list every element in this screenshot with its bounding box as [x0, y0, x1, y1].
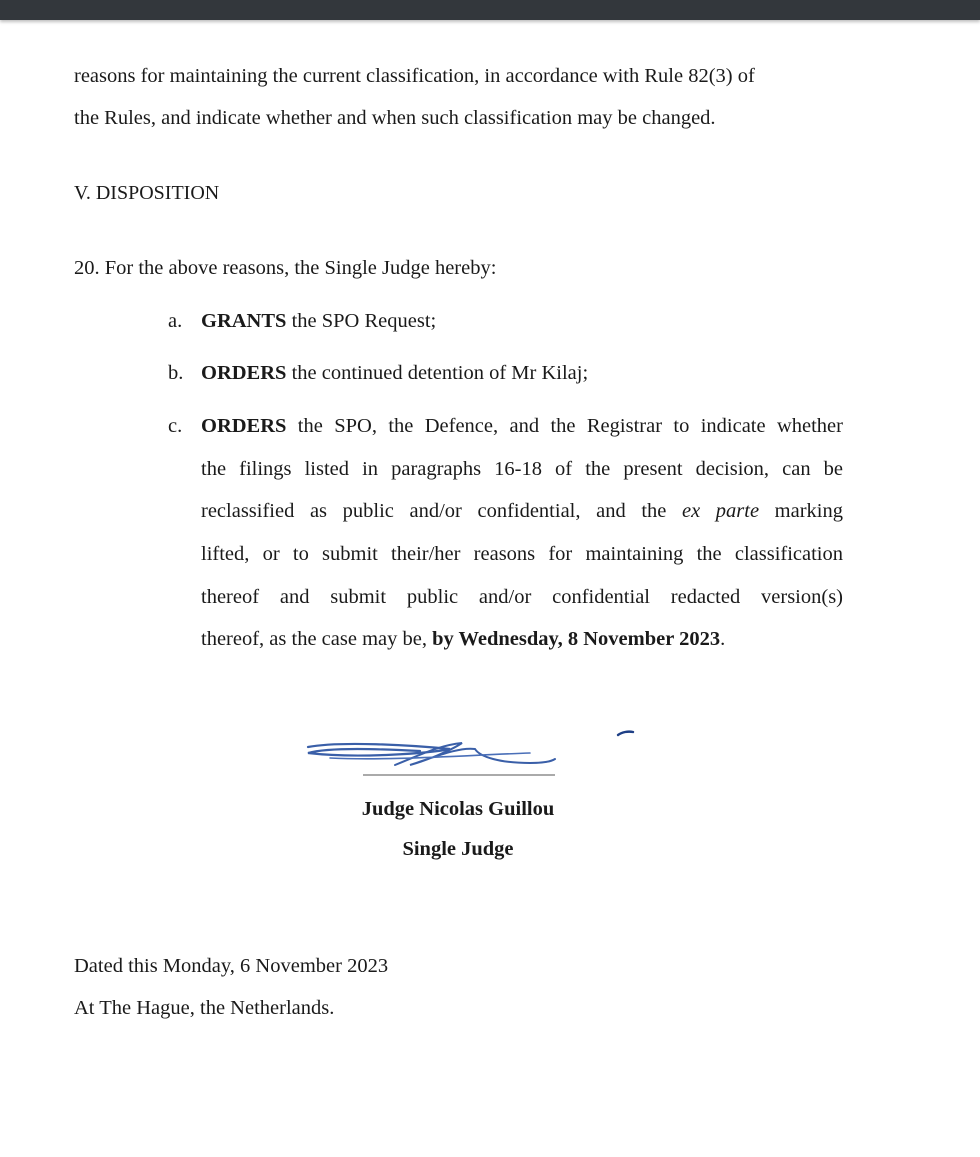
item-c-line-2: the filings listed in paragraphs 16-18 of the present decision, can be — [201, 458, 843, 480]
item-c-line-3-post: marking — [759, 500, 843, 522]
paragraph-20: 20. For the above reasons, the Single Judge hereby: — [74, 257, 497, 279]
item-c-line-6-pre: thereof, as the case may be, — [201, 628, 433, 650]
item-c-line-3 — [201, 498, 843, 524]
item-a-text: the SPO Request; — [286, 310, 437, 332]
place-line: At The Hague, the Netherlands. — [74, 997, 335, 1019]
intro-line-1: reasons for maintaining the current classification, in accordance with Rule 82(3) of — [74, 65, 755, 87]
item-c-verb: ORDERS — [201, 415, 287, 437]
signatory-name: Judge Nicolas Guillou — [361, 798, 555, 820]
item-b-marker: b. — [168, 362, 184, 384]
item-c-ex-parte: ex parte — [681, 500, 760, 522]
item-a-verb: GRANTS — [201, 310, 287, 332]
item-b — [201, 360, 588, 386]
item-c-line-4: lifted, or to submit their/her reasons for maintaining the classification — [201, 543, 843, 565]
item-b-verb: ORDERS — [201, 362, 287, 384]
item-c-deadline: by Wednesday, 8 November 2023 — [432, 628, 721, 650]
item-c-line-6 — [201, 626, 725, 652]
intro-line-2: the Rules, and indicate whether and when such classification may be changed. — [74, 107, 716, 129]
item-c-line-1-text: the SPO, the Defence, and the Registrar to indicate whether — [286, 415, 843, 437]
item-c-line-3-pre: reclassified as public and/or confidential, and the — [201, 500, 682, 522]
dated-line: Dated this Monday, 6 November 2023 — [74, 955, 389, 977]
section-heading: V. DISPOSITION — [74, 182, 220, 204]
item-c-line-6-post: . — [720, 628, 726, 650]
item-c-line-1 — [201, 413, 843, 439]
item-c-marker: c. — [168, 415, 183, 437]
item-c-line-5: thereof and submit public and/or confidential redacted version(s) — [201, 586, 843, 608]
item-a — [201, 308, 436, 334]
signatory-title: Single Judge — [402, 838, 514, 860]
handwritten-signature — [300, 725, 650, 785]
item-b-text: the continued detention of Mr Kilaj; — [286, 362, 589, 384]
item-a-marker: a. — [168, 310, 183, 332]
